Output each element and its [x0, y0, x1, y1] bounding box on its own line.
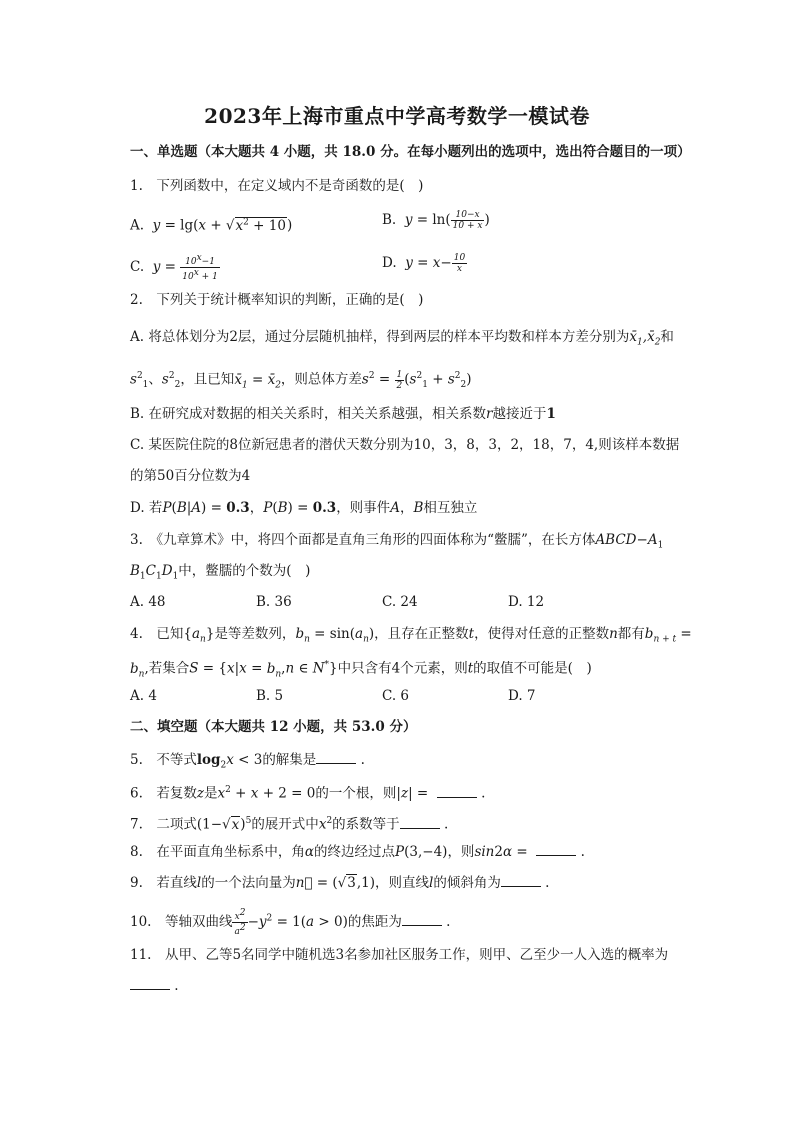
answer-blank[interactable]	[437, 785, 477, 798]
question-2-stem: 2. 下列关于统计概率知识的判断，正确的是( )	[130, 292, 424, 308]
answer-blank[interactable]	[316, 751, 356, 764]
question-7: 7. 二项式$(1-√x)^5$的展开式中$x^2$的系数等于 .	[130, 816, 449, 833]
question-3-stem-line2: $B_1C_1D_1$中，鳖臑的个数为( )	[130, 563, 311, 582]
question-3-option-a: A. 48	[130, 594, 166, 610]
question-9: 9. 若直线l的一个法向量为n⃗ = (√3,1)，则直线l的倾斜角为 .	[130, 875, 550, 891]
question-2-option-c-line1: C. 某医院住院的8位新冠患者的潜伏天数分别为10，3，8，3，2，18，7，4,则该样本数据	[130, 437, 680, 453]
question-2-option-d: D. 若P(B|A) = 0.3，P(B) = 0.3，则事件A，B相互独立	[130, 500, 478, 516]
question-3-option-b: B. 36	[256, 594, 292, 610]
question-3-option-d: D. 12	[508, 594, 545, 610]
question-1-stem: 1. 下列函数中，在定义域内不是奇函数的是( )	[130, 178, 424, 194]
question-2-option-a-line1: A. 将总体划分为2层，通过分层随机抽样，得到两层的样本平均数和样本方差分别为$x̄_1,x̄_2$和	[130, 329, 674, 348]
question-11-line1: 11. 从甲、乙等5名同学中随机选3名参加社区服务工作，则甲、乙至少一人入选的概率为	[130, 947, 669, 963]
question-2-option-c-line2: 的第50百分位数为4	[130, 468, 251, 484]
question-1-option-d: D. y = x− $\frac{10}{x}$	[382, 253, 466, 274]
answer-blank[interactable]	[400, 816, 440, 829]
answer-blank[interactable]	[501, 874, 541, 887]
question-4-option-d: D. 7	[508, 688, 536, 704]
question-2-option-a-line2: $s^2_1$、$s^2_2$，且已知$x̄_1$ = $x̄_2$，则总体方差$s^2$ = $\frac{1}{2}$ $(s^2_1 + s^2_2)$	[130, 369, 472, 391]
question-4-stem-line2: $b_n$,若集合$S = \{x|x = b_n,n$ ∈ N*}中只含有4个元素，则t的取值不可能是( )	[130, 660, 592, 680]
question-5: 5. 不等式$\log_2x < 3$的解集是 .	[130, 752, 365, 771]
question-4-option-c: C. 6	[382, 688, 410, 704]
section-heading-single-choice: 一、单选题（本大题共 4 小题，共 18.0 分。在每小题列出的选项中，选出符合题目的一项）	[130, 144, 691, 160]
question-11-line2: .	[130, 976, 690, 996]
question-4-stem-line1: 4. 已知$\{a_n\}$是等差数列，$b_n = \sin(a_n)$，且存在正整数t，使得对任意的正整数n都有$b_{n + t}$ =	[130, 626, 692, 645]
question-1-option-c: C. y = $\frac{10^x-1}{10^x + 1}$	[130, 253, 218, 282]
question-10: 10. 等轴双曲线 $\frac{x^2}{a^2}$ $-y^2 = 1(a > 0)$的焦距为 .	[130, 908, 451, 937]
question-2-option-b: B. 在研究成对数据的相关关系时，相关关系越强，相关系数r越接近于1	[130, 406, 556, 422]
answer-blank[interactable]	[130, 977, 170, 990]
question-3-stem-line1: 3. 《九章算术》中，将四个面都是直角三角形的四面体称为“鳖臑”，在长方体$ABCD-A_1$	[130, 532, 664, 551]
question-4-option-b: B. 5	[256, 688, 284, 704]
question-3-option-c: C. 24	[382, 594, 418, 610]
question-1-option-a: A. $y = \lg(x + √x^2 + 10)$	[130, 217, 293, 234]
section-heading-fill-blank: 二、填空题（本大题共 12 小题，共 53.0 分）	[130, 719, 417, 735]
question-4-option-a: A. 4	[130, 688, 157, 704]
page-title: 2023年上海市重点中学高考数学一模试卷	[204, 104, 590, 128]
answer-blank[interactable]	[402, 913, 442, 926]
question-6: 6. 若复数z是$x^2 + x + 2 = 0$的一个根，则|z| = .	[130, 785, 486, 802]
answer-blank[interactable]	[536, 843, 576, 856]
question-1-option-b: B. y = ln( $\frac{10-x}{10 + x}$ )	[382, 210, 490, 231]
question-8: 8. 在平面直角坐标系中，角α的终边经过点P(3,−4)，则sin2α = .	[130, 844, 585, 860]
